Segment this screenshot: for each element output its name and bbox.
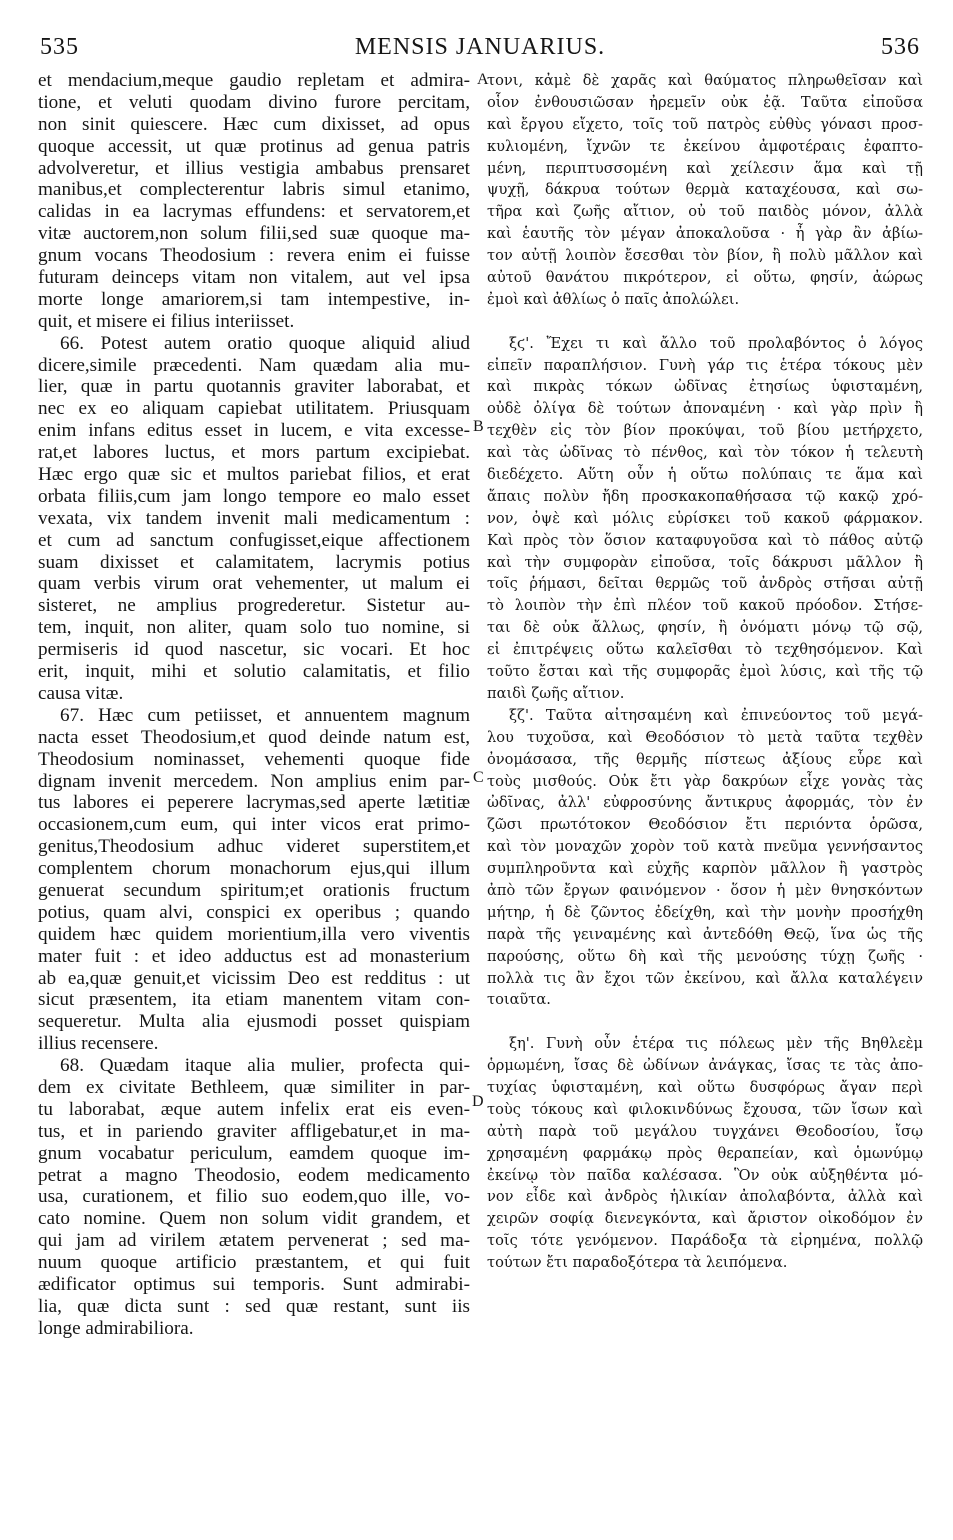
latin-text-line: 66. Potest autem oratio quoque aliquid aliud	[60, 332, 470, 354]
page-number-left: 535	[40, 34, 79, 60]
greek-text-line: ζῶσι πρωτότοκον Θεοδόσιον ἔτι περιόντα ὁρῶσα,	[487, 816, 923, 834]
greek-text-line: οἷον ἐνθουσιῶσαν ἠρεμεῖν οὐκ ἐᾷ. Ταῦτα εἰποῦσα	[487, 93, 923, 111]
greek-text-line: συμπληροῦντα καὶ εὐχῆς καρπὸν μᾶλλον ἢ γαστρὸς	[487, 860, 923, 878]
latin-text-line: dicere,simile præcedenti. Nam quædam alia mu-	[38, 354, 470, 376]
greek-text-line: ὀνομάσασα, τῆς θερμῆς πίστεως ἀξίους εὗρε καὶ	[487, 750, 923, 768]
latin-text-line: vexata, vix tandem invenit mali medicamentum :	[38, 507, 470, 529]
latin-text-line: sicut præsentem, ita etiam manentem vitam con-	[38, 989, 470, 1011]
greek-text-line: χειρῶν σοφίᾳ διενεγκόντα, καὶ ἄριστον οἰκοδόμον ἐν	[487, 1210, 923, 1228]
latin-text-line: permiseris id quod nascetur, sic vocari. Et hoc	[38, 639, 470, 661]
latin-text-line: orbata filiis,cum jam longo tempore eo malo esset	[38, 485, 470, 507]
latin-text-line: nec ex eo aliquam capiebat utilitatem. Priusquam	[38, 398, 470, 420]
margin-marker-a: A	[477, 71, 489, 88]
greek-text-line: τεχθὲν εἰς τὸν βίον προκύψαι, τοῦ βίου μετήρχετο,	[487, 422, 923, 440]
latin-text-line: causa vitæ.	[38, 682, 124, 704]
latin-text-line: Theodosium nominasset, vehementi quoque fide	[38, 748, 470, 770]
latin-text-line: tu laborabat, æque autem infelix erat eis even-	[38, 1098, 470, 1120]
latin-text-line: quam verbis virum orat vehementer, ut malum ei	[38, 573, 470, 595]
latin-text-line: petrat a magno Theodosio, eodem medicamento	[38, 1164, 470, 1186]
latin-text-line: morte longe amariorem,si tam intempestive, in-	[38, 288, 470, 310]
greek-text-line: ἐμοὶ καὶ ἀθλίως ὁ παῖς ἀπολώλει.	[487, 290, 740, 308]
latin-column	[38, 70, 470, 1340]
greek-text-line: ὠδῖνας, ἀλλ' εὐφροσύνης ἄντικρυς ἀφορμάς, τὸν ἐν	[487, 794, 923, 812]
latin-text-line: et cum ad sanctum confugisset,eique affectionem	[38, 529, 470, 551]
greek-text-line: Καὶ πρὸς τὸν ὅσιον καταφυγοῦσα καὶ τὸ πάθος αὐτῷ	[487, 531, 923, 549]
latin-text-line: lier, quæ in partu quotannis graviter laborabat, et	[38, 376, 470, 398]
greek-text-line: ψυχῇ, δάκρυα τούτων θερμὰ καταχέουσα, καὶ σω-	[487, 181, 923, 199]
greek-text-line: ξϛ'. Ἔχει τι καὶ ἄλλο τοῦ προλαβόντος ὁ λόγος	[509, 334, 923, 352]
latin-text-line: enim infans editus esset in lucem, e vita excesse-	[38, 420, 470, 442]
greek-text-line: καὶ ἑαυτῆς τὸν μέγαν ἀποκαλοῦσα · ἦ γὰρ ἂν ἀβίω-	[487, 225, 923, 243]
latin-text-line: tione, et veluti quodam divino furore percitam,	[38, 91, 470, 113]
greek-text-line: τοὺς μισθούς. Οὐκ ἔτι γὰρ δακρύων εἶχε γονὰς τὰς	[487, 772, 923, 790]
latin-text-line: et mendacium,meque gaudio repletam et admira-	[38, 70, 470, 91]
greek-text-line: τον αὐτῇ λοιπὸν ἔσεσθαι τὸν βίον, ἢ πολὺ μᾶλλον καὶ	[487, 247, 923, 265]
latin-text-line: dignam invenit mercedem. Non amplius enim par-	[38, 770, 470, 792]
greek-text-line: λου τυχοῦσα, καὶ Θεοδόσιον τὸ μετὰ ταῦτα τεχθὲν	[487, 728, 923, 746]
greek-text-line: ξζ'. Ταῦτα αἰτησαμένη καὶ ἐπινεύοντος τοῦ μεγά-	[509, 706, 923, 724]
latin-text-line: vitæ auctorem,non solum filii,sed suæ quoque ma-	[38, 223, 470, 245]
greek-text-line: τούτων ἔτι παραδοξότερα τὰ λειπόμενα.	[487, 1254, 788, 1272]
greek-text-line: παρούσης, οὕτω δὴ καὶ τῆς μενούσης τύχῃ ζωῆς ·	[487, 947, 923, 965]
greek-text-line: νον, ὀψὲ καὶ μόλις εὑρίσκει τοῦ κακοῦ φάρμακον.	[487, 509, 923, 527]
latin-text-line: 68. Quædam itaque alia mulier, profecta qui-	[60, 1055, 470, 1077]
greek-text-line: τοῦτο ἔσται καὶ τῆς συμφορᾶς ἐμοὶ λύσις, καὶ τῆς τῷ	[487, 663, 923, 681]
greek-text-line: παρὰ τῆς γειναμένης καὶ ἀντεδόθη Θεῷ, ἵνα ὡς τῆς	[487, 925, 923, 943]
greek-text-line: μένη, περιπτυσσομένη καὶ χείλεσιν ἅμα καὶ τῇ	[487, 159, 923, 177]
greek-text-line: καὶ τὸν μοναχῶν χορὸν τοῦ κατὰ πνεῦμα γεννήσαντος	[487, 838, 923, 856]
latin-text-line: rat,et labores luctus, et mors partum excipiebat.	[38, 442, 470, 464]
margin-marker-b: B	[473, 418, 484, 435]
greek-text-line: μήτηρ, ἡ δὲ ζῶντος ἐδείχθη, καὶ τὴν μονὴν προσήχθη	[487, 903, 923, 921]
latin-text-line: usa, curationem, et filio suo eodem,quo ille, vo-	[38, 1186, 470, 1208]
margin-marker-c: C	[473, 769, 484, 786]
greek-text-line: χρησαμένη φαρμάκῳ πρὸς θεραπείαν, καὶ ὁμωνύμῳ	[487, 1144, 923, 1162]
greek-text-line: ξη'. Γυνὴ οὖν ἑτέρα τις πόλεως μὲν τῆς Βηθλεὲμ	[509, 1035, 923, 1053]
latin-text-line: sisteret, ne amplius progrederetur. Sistetur au-	[38, 595, 470, 617]
margin-marker-d: D	[472, 1093, 484, 1110]
latin-text-line: occasionem,cum eum, qui inter vicos erat primo-	[38, 814, 470, 836]
greek-text-line: τυχίας ὑφισταμένη, καὶ οὕτω δυσφόρως ἄγαν περὶ	[487, 1078, 923, 1096]
running-header	[40, 34, 920, 64]
latin-text-line: cato nomine. Quem non solum vidit grandem, et	[38, 1208, 470, 1230]
latin-text-line: ædificator optimus sui temporis. Sunt admirabi-	[38, 1273, 470, 1295]
greek-text-line: αὐτὴ παρὰ τοῦ μεγάλου τυγχάνει Θεοδοσίου, ἴσῳ	[487, 1122, 923, 1140]
page-number-right: 536	[881, 34, 920, 60]
latin-text-line: quidem hæc quidem morientium,illa vero viventis	[38, 923, 470, 945]
greek-text-line: διεδέχετο. Αὕτη οὖν ἡ οὕτω πολύπαις τε ἅμα καὶ	[487, 466, 923, 484]
latin-text-line: qui jam ad virilem ætatem pervenerat ; sed ma-	[38, 1230, 470, 1252]
latin-text-line: ab ea,quæ genuit,et vicissim Deo est redditus : ut	[38, 967, 470, 989]
greek-text-line: οὐδὲ ὀλίγα δὲ τούτων ἀποναμένη · καὶ γὰρ πρὶν ἢ	[487, 400, 923, 418]
latin-text-line: longe admirabiliora.	[38, 1317, 194, 1339]
greek-text-line: εἰ ἐπιτρέψεις οὕτω καλεῖσθαι τὸ τεχθησόμενον. Καὶ	[487, 641, 923, 659]
greek-text-line: καὶ πικρὰς τόκων ὠδῖνας ἐτησίως ὑφισταμένη,	[487, 378, 923, 396]
latin-text-line: calidas in ea lacrymas effundens: et servatorem,et	[38, 201, 470, 223]
running-title: MENSIS JANUARIUS.	[354, 34, 606, 60]
greek-text-line: εἰπεῖν παραπλήσιον. Γυνὴ γάρ τις ἑτέρα τόκους μὲν	[487, 356, 923, 374]
latin-text-line: advolveretur, et illius vestigia ambabus prensaret	[38, 157, 470, 179]
greek-text-line: παιδὶ ζωῆς αἴτιον.	[487, 684, 625, 702]
latin-text-line: erit, inquit, mihi et solutio calamitatis, et filio	[38, 661, 470, 683]
greek-text-line: καὶ τὰς ὠδῖνας τὸ πένθος, καὶ τὸν τόκον ἡ τελευτὴ	[487, 444, 923, 462]
latin-text-line: sequeretur. Multa alia ejusmodi posset quispiam	[38, 1011, 470, 1033]
latin-text-line: illius recensere.	[38, 1033, 159, 1055]
greek-text-line: ἐκείνῳ τὸν παῖδα καλέσασα. Ὃν οὐκ αὐξηθέντα μό-	[487, 1166, 923, 1184]
greek-text-line	[487, 311, 923, 333]
greek-text-line: ἀπὸ τῶν ἔργων φαινόμενον · ὅσον ἡ μὲν θνησκόντων	[487, 881, 923, 899]
greek-text-line: τοῖς ῥήμασι, δεῖται θερμῶς τοῦ ἀνδρὸς στῆσαι αὐτῇ	[487, 575, 923, 593]
latin-text-line: nuum quoque artificio præstantem, et qui fuit	[38, 1252, 470, 1274]
latin-text-line: genitus,Theodosium adhuc videret superstitem,et	[38, 836, 470, 858]
greek-text-line: ὁρμωμένη, ἴσας δὲ ὠδίνων ἀνάγκας, ἴσας τε τὰς ἀπο-	[487, 1057, 923, 1075]
latin-text-line: gnum vocans Theodosium : revera enim ei fuisse	[38, 245, 470, 267]
latin-text-line: non sinit quiescere. Hæc cum dixisset, ad opus	[38, 113, 470, 135]
greek-text-line: πολλὰ τις ἂν ἔχοι τῶν ἐκείνου, καὶ ἄλλα καταλέγειν	[487, 969, 923, 987]
greek-column	[487, 70, 923, 1274]
greek-text-line	[487, 1011, 923, 1033]
latin-text-line: Hæc ergo quæ sic et multos pariebat filios, et erat	[38, 464, 470, 486]
latin-text-line: suam dixisset et calamitatem, lacrymis potius	[38, 551, 470, 573]
greek-text-line: τοῖς τότε γενόμενον. Παράδοξα τὰ εἰρημένα, πολλῷ	[487, 1232, 923, 1250]
greek-text-line: καὶ ἔργου εἴχετο, τοῖς τοῦ πατρὸς εὐθὺς γόνασι προσ-	[487, 115, 923, 133]
greek-text-line: ἄπαις πολὺν ἤδη προσκακοπαθήσασα τῷ κακῷ χρό-	[487, 487, 923, 505]
latin-text-line: quoque accessit, ut quæ protinus ad genua patris	[38, 135, 470, 157]
latin-text-line: gnum vocabatur periculum, eamdem quoque im-	[38, 1142, 470, 1164]
latin-text-line: genuerat secundum spiritum;et orationis fructum	[38, 879, 470, 901]
greek-text-line: τοὺς τόκους καὶ φιλοκινδύνως ἔχουσα, τῶν ἴσων καὶ	[487, 1100, 923, 1118]
greek-text-line: αὐτοῦ θανάτου πικρότερον, εἰ οὕτω, φησίν, ἀώρως	[487, 269, 923, 287]
latin-text-line: mater fuit : et ideo adductus est ad monasterium	[38, 945, 470, 967]
greek-text-line: νον εἶδε καὶ ἀνδρὸς ἡλικίαν ἀπολαβόντα, ἀλλὰ καὶ	[487, 1188, 923, 1206]
latin-text-line: lia, quæ dicta sunt : sed quæ restant, sunt iis	[38, 1295, 470, 1317]
greek-text-line: κυλιομένη, ἴχνῶν τε ἐκείνου ἀμφοτέραις ἐφαπτο-	[487, 137, 923, 155]
latin-text-line: dem ex civitate Bethleem, quæ similiter in par-	[38, 1076, 470, 1098]
greek-text-line: καὶ τὴν συμφορὰν εἰποῦσα, τοῖς δάκρυσι μᾶλλον ἢ	[487, 553, 923, 571]
latin-text-line: futuram deinceps vitam non vitalem, aut vel ipsa	[38, 267, 470, 289]
greek-text-line: τονι, κἀμὲ δὲ χαρᾶς καὶ θαύματος πληρωθεῖσαν καὶ	[487, 72, 923, 89]
latin-text-line: manibus,et complecterentur labris simul etanimo,	[38, 179, 470, 201]
latin-text-line: complentem chorum monachorum ejus,qui illum	[38, 858, 470, 880]
latin-text-line: tem, inquit, non aliter, quam solo tuo nomine, si	[38, 617, 470, 639]
latin-text-line: tus labores ei peperere lacrymas,sed aperte lætitiæ	[38, 792, 470, 814]
latin-text-line: 67. Hæc cum petiisset, et annuentem magnum	[60, 704, 470, 726]
latin-text-line: potius, quam alvi, conspici ex operibus ; quando	[38, 901, 470, 923]
greek-text-line: τοιαῦτα.	[487, 991, 551, 1009]
greek-text-line: ται δὲ οὐκ ἄλλως, φησίν, ἢ ὀνόματι μόνῳ τῷ σῷ,	[487, 619, 923, 637]
latin-text-line: nacta esset Theodosium,et quod deinde natum est,	[38, 726, 470, 748]
greek-text-line: τὸ λοιπὸν τὴν ἐπὶ πλέον τοῦ κακοῦ πρόοδον. Στήσε-	[487, 597, 923, 615]
latin-text-line: tus, et in pariendo graviter affligebatur,et in ma-	[38, 1120, 470, 1142]
latin-text-line: quit, et misere ei filius interiisset.	[38, 310, 295, 332]
greek-text-line: τῆρα καὶ ζωῆς αἴτιον, οὐ τοῦ παιδὸς μόνον, ἀλλὰ	[487, 203, 923, 221]
